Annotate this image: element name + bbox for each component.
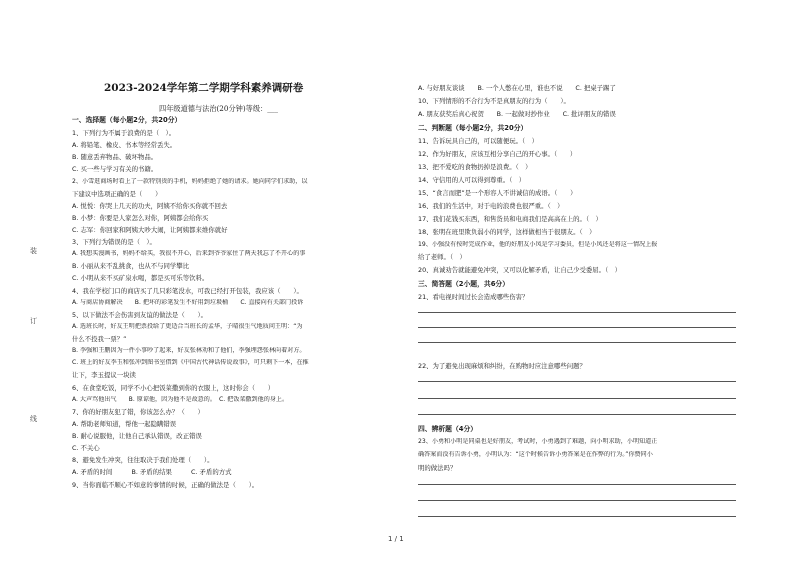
- section-heading-judge: 二、判断题（每小题2分，共20分）: [418, 124, 528, 132]
- right-column: [418, 0, 758, 561]
- answer-line: [418, 312, 736, 313]
- answer-line: [418, 327, 736, 328]
- answer-line: [418, 484, 736, 485]
- binding-mark-zhuang: 装: [30, 247, 37, 255]
- option-line: A. 将铅笔、橡皮、书本等经常丢失。: [72, 141, 177, 149]
- question-line: 13、把不爱吃的食物扔掉是浪费。（ ）: [418, 163, 532, 171]
- question-line: 5、以下做法不会伤害到友谊的做法是（ ）。: [72, 311, 208, 319]
- answer-line: [418, 398, 736, 399]
- question-line: 14、守信用的人可以得到尊重。（ ）: [418, 176, 526, 184]
- option-line: A. 选班长时，好友王明把票投给了更适合当班长的孟华，子晴很生气地质问王明：“为: [72, 323, 303, 330]
- option-line: C. 买一些与学习有关的书籍。: [72, 165, 158, 173]
- question-line: 3、下列行为错误的是（ ）。: [72, 238, 156, 246]
- question-line: 22、为了避免出现麻烦和纠纷，在购物时应注意哪些问题？: [418, 362, 586, 370]
- section-heading-choice: 一、选择题（每小题2分，共20分）: [72, 116, 182, 124]
- left-column: [72, 0, 404, 561]
- option-line: A. 大声骂他出气 B. 原谅他，因为他不是故意的。 C. 把饭菜撒到他的身上。: [72, 396, 289, 403]
- section-heading-analysis: 四、辨析题（4分）: [418, 425, 478, 433]
- section-heading-short-answer: 三、简答题（2小题，共6分）: [418, 280, 510, 288]
- question-line: 7、你的好朋友犯了错，你该怎么办？（ ）: [72, 408, 204, 416]
- page-number: 1 / 1: [388, 535, 404, 543]
- question-line: 明的做法吗？: [418, 464, 457, 472]
- exam-title: 2023-2024学年第二学期学科素养调研卷: [104, 82, 304, 94]
- option-line: A. 矛盾的时间 B. 矛盾的结果 C. 矛盾的方式: [72, 468, 232, 476]
- question-line: 9、当你面临不顺心不如意的事情的时候，正确的做法是（ ）。: [72, 481, 259, 489]
- option-line: A. 我想买漫画书，妈妈不给买，我很不开心，后来到爷爷家住了两天我忘了不开心的事: [72, 250, 306, 257]
- option-line: A. 帮助老师知道，帮他一起隐瞒错误: [72, 420, 177, 428]
- question-line: 18、张明在班里欺负弱小的同学，这样做相当于很朋友。（ ）: [418, 228, 596, 236]
- binding-mark-xian: 线: [30, 415, 37, 423]
- binding-mark-ding: 订: [30, 317, 37, 325]
- answer-line: [418, 381, 736, 382]
- question-line: 12、作为好朋友，应该互相分享自己的开心事。（ ）: [418, 150, 577, 158]
- question-line: 19、小强没有按时完成作业，他的好朋友小凤是学习委员，但是小凤还是将这一情况上报: [418, 241, 658, 248]
- question-line: 1、下列行为不属于浪费的是（ ）。: [72, 129, 176, 137]
- question-line: 15、“食言而肥”是一个形容人不讲诚信的成语。（ ）: [418, 189, 577, 197]
- option-line: A. 朋友获奖后真心祝贺 B. 一起做对抄作业 C. 批评朋友的错误: [418, 110, 616, 118]
- question-line: 下建议中选项正确的是（ ）: [72, 190, 162, 198]
- option-line: A. 与好朋友谈谈 B. 一个人憋在心里，谁也不说 C. 把桌子踢了: [418, 84, 616, 92]
- option-line: B. 耐心说服他，让他自己承认错误，改正错误: [72, 432, 202, 440]
- exam-subtitle: 四年级道德与法治(20分钟)等级：___: [159, 104, 278, 113]
- option-line: B. 小丽从来不乱挑食，也从不与同学攀比: [72, 262, 190, 270]
- option-line: 让下，李玉提议一块读: [72, 371, 136, 379]
- option-line: B. 随意丢弃物品、破坏物品。: [72, 153, 158, 161]
- question-line: 11、告诉玩具自己的，可以随便玩。（ ）: [418, 137, 538, 145]
- question-line: 2、小雪逛商场时看上了一款特别贵的手机，妈妈拒绝了她的请求。她向同学们求助，以: [72, 178, 308, 185]
- option-line: C. 不关心: [72, 444, 100, 452]
- option-line: A. 与商店协商解决 B. 把坏的彩笔发生不好用到垃圾桶 C. 直接向有关部门投诉: [72, 299, 304, 306]
- question-line: 20、真诚劝告就能避免冲突，又可以化解矛盾，让自己少受委屈。（ ）: [418, 266, 622, 274]
- answer-line: [418, 342, 736, 343]
- question-line: 确答案而没有告诉小勇，小明认为：“这个时候告诉小勇答案是在作弊的行为。”你赞同小: [418, 451, 653, 458]
- question-line: 17、我们花钱买东西，和售货员和电商我们是高高在上的。（ ）: [418, 215, 602, 223]
- option-line: B. 小梦：你要是人家怎么对你，阿姨都会给你买: [72, 214, 209, 222]
- option-line: B. 李强和王鹏因为一件小事吵了起来，好友张林劝和了他们，李强埋怨张林向着对方。: [72, 347, 306, 354]
- question-line: 21、看电视时间过长会造成哪些伤害？: [418, 293, 529, 301]
- option-line: A. 悦悦：你哭上几天的功夫，阿姨不给你买你就不回去: [72, 202, 228, 210]
- question-line: 4、我在学校门口的商店买了几只彩笔没水，可我已经打开包装，我应该（ ）。: [72, 287, 303, 295]
- question-line: 16、我们的生活中，对于电的浪费也很严重。（ ）: [418, 202, 564, 210]
- option-line: C. 志军：你回家和阿姨大吵大闹，让阿姨都来维你就好: [72, 226, 228, 234]
- question-line: 23、小勇和小明是同桌也是好朋友，考试时，小勇遇到了难题，向小明求助，小明知道正: [418, 438, 658, 445]
- option-line: C. 班上的好友李玉和张冲到图书室借到《中国古代神话传说故事》，可只剩下一本，在推: [72, 359, 309, 366]
- question-line: 8、避免发生冲突，往往取决于我们处理（ ）。: [72, 456, 214, 464]
- question-line: 给了老师。（ ）: [418, 253, 466, 261]
- option-line: 什么不投我一票？”: [72, 335, 127, 343]
- question-line: 6、在食堂吃饭，同学不小心把饭菜撒到你的衣服上，这时你会（ ）: [72, 384, 275, 392]
- option-line: C. 小明从来不买矿泉水喝，都是买可乐等饮料。: [72, 274, 209, 282]
- answer-line: [418, 414, 736, 415]
- question-line: 10、下列情形的不合行为不是真朋友的行为（ ）。: [418, 97, 570, 105]
- answer-line: [418, 516, 736, 517]
- answer-line: [418, 500, 736, 501]
